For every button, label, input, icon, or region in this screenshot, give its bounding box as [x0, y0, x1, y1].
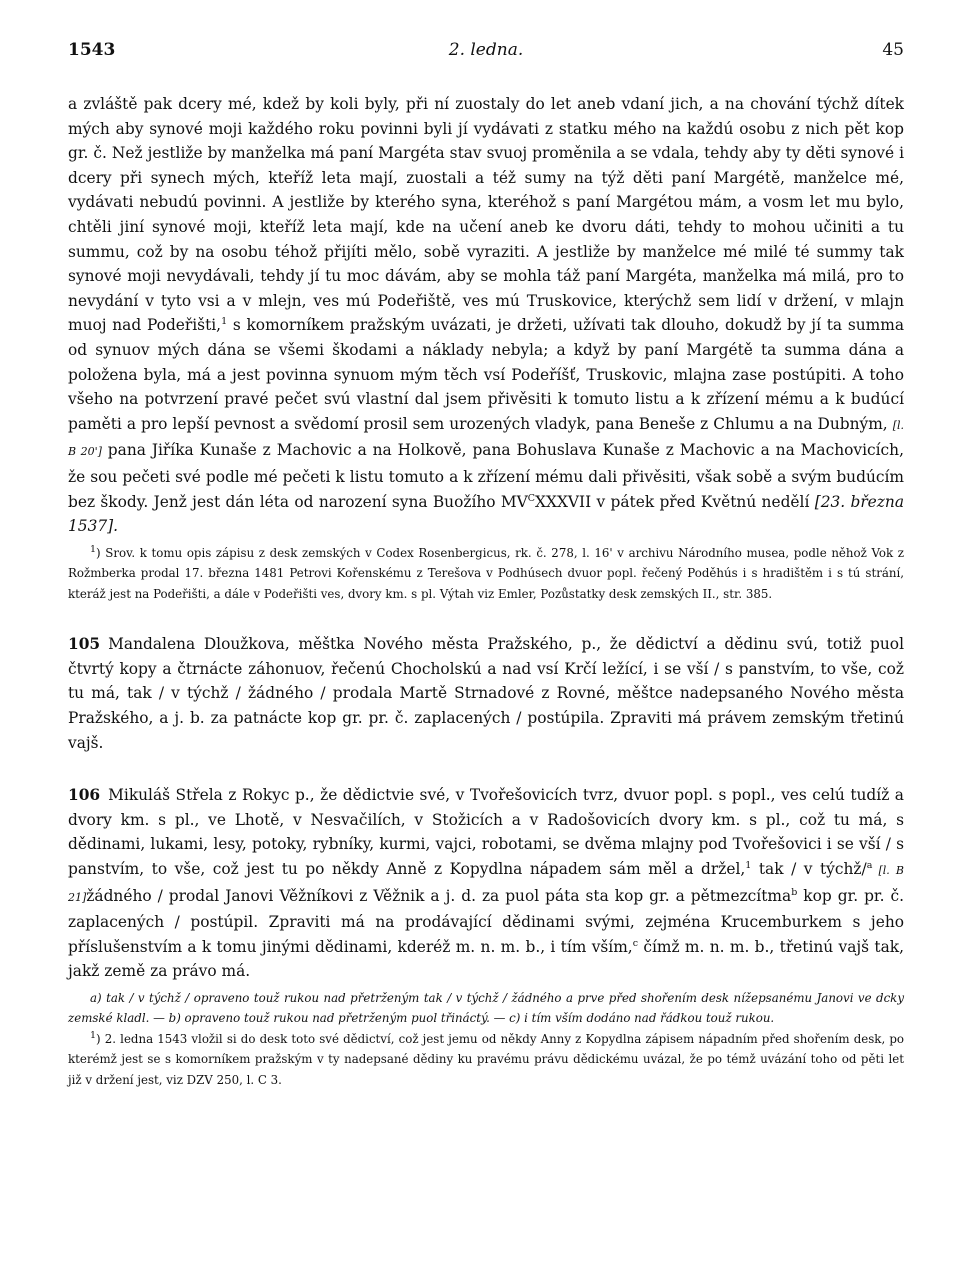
footnote-block-1	[68, 543, 904, 605]
main-text-part2: s komorníkem pražským uvázati, je držeti, užívati tak dlouho, dokudž by jí ta summa od synuov mých dána se všemi škodami a náklady nebyla; a když by paní Margétě ta summa dána a položena byla, má a jest povinna synuom mým těch vsí Podeříšť, Truskovic, mlajna zase postúpiti. A toho všeho na potvrzení pravé pečet svú vlastní dal jsem přivěsiti k tomuto listu a k zřízení mému a k budúcí paměti a pro lepší pevnost a svědomí prosil sem urozených vladyk, pana Beneše z Chlumu a na Dubným,	[68, 316, 904, 433]
footnote-mark: 1	[221, 316, 228, 328]
folio-reference: [l. B 20']	[68, 418, 904, 459]
footnote-block-2	[68, 988, 904, 1091]
main-text-part3: pana Jiříka Kunaše z Machovic a na Holkově, pana Bohuslava Kunaše z Machovic a na Machovicích, že sou pečeti své podle mé pečeti k listu tomuto a k zřízení mému dali přivěsiti, však sobě a svým budúcím bez škody. Jenž jest dán léta od narození syna Buožího MV	[68, 441, 904, 511]
footnote-number: 1	[90, 1029, 97, 1041]
page-number: 45	[882, 40, 904, 60]
footnote-text: ) 2. ledna 1543 vložil si do desk toto své dědictví, což jest jemu od někdy Anny z Kopydlna zápisem nápadním před shořením desk, po kterémž jest se s komorníkem pražským v ty nadepsané dědiny ku pravému právu dědickému uvázal, že po témž uvázání toho od pěti let již v držení jest, viz DZV 250, l. C 3.	[68, 1031, 904, 1087]
main-text-part4: XXXVII v pátek před Květnú nedělí	[535, 492, 815, 511]
folio-reference: [l. B 21]	[68, 863, 904, 904]
footnote-number: 1	[90, 543, 97, 555]
entry-text-part1: Mikuláš Střela z Rokyc p., že dědictvie své, v Tvořešovicích tvrz, dvuor popl. s popl., ves celú tudíž a dvory km. s pl., ve Lhotě, v Nesvačilích, v Stožicích a v Radošovicích dvory km. s pl., což tu má, s dědinami, lukami, lesy, potoky, rybníky, kurmi, vajci, robotami, se dvěma mlajny pod Tvořešovici i se vší / s panstvím, to vše, což jest tu po někdy Anně z Kopydlna nápadem sám měl a držel,	[68, 786, 904, 878]
textual-notes: a) tak / v týchž / opraveno touž rukou nad přetrženým tak / v týchž / žádného a prve před shořením desk nížepsanému Janovi ve dcky zemské kladl. — b) opraveno touž rukou nad přetrženým puol třináctý. — c) i tím vším dodáno nad řádkou touž rukou.	[68, 990, 904, 1026]
entry-text-part3: žádného / prodal Janovi Věžníkovi z Věžnik a j. d. za puol páta sta kop gr. a pětmezcítma	[86, 886, 792, 905]
date-annotation: [23. března 1537].	[68, 492, 904, 536]
footnote	[68, 543, 904, 605]
note-mark-c: c	[632, 937, 639, 949]
main-text-part1: a zvláště pak dcery mé, kdež by koli byly, při ní zuostaly do let aneb vdaní jich, a na chování týchž dítek mých aby synové moji každého roku povinni byli jí vydávati z statku mého na každú osobu z nich pět kop gr. č. Než jestliže by manželka má paní Margéta stav svuoj proměnila a se vdala, tehdy aby ty děti synové i dcery při synech mých, kteříž leta mají, zuostali a též sumy na týž děti paní Margétě, manželce mé, vydávati nebudú povinni. A jestliže by kterého syna, kteréhož s paní Margétou mám, a vosm let mu bylo, chtěli jiní synové moji, kteříž leta mají, kde na učení aneb ke dvoru dáti, tehdy to mohou učiniti a tu summu, což by na osobu téhož přijíti mělo, sobě vyraziti. A jestliže by manželce mé milé té summy tak synové moji nevydávali, tehdy jí tu moc dávám, aby se mohla táž paní Margéta, manželka má milá, pro to nevydání v tyto vsi a v mlejn, ves mú Podeřiště, ves mú Truskovice, kterýchž sem lidí v držení, v mlajn muoj nad Podeřišti,	[68, 95, 904, 335]
footnote	[68, 1029, 904, 1091]
note-mark-a: a	[866, 859, 873, 871]
entry-number: 105	[68, 635, 101, 654]
entry-text-part5: čímž m. n. m. b., třetinú vajš tak, jakž země za právo má.	[68, 937, 904, 981]
note-mark-b: b	[791, 886, 798, 898]
entry-106	[68, 783, 904, 984]
entry-text-part2: tak / v týchž/	[751, 859, 867, 878]
document-page	[68, 40, 904, 1090]
entry-105	[68, 632, 904, 755]
entry-number: 106	[68, 786, 101, 805]
entry-text: Mandalena Dloužkova, měštka Nového města Pražského, p., že dědictví a dědinu svú, totiž puol čtvrtý kopy a čtrnácte záhonuov, řečenú Chocholskú a nad vsí Krčí ležící, i se vší / s panstvím, to vše, což tu má, tak / v týchž / žádného / prodala Martě Strnadové z Rovné, měštce nadepsaného Nového města Pražského, a j. b. za patnácte kop gr. pr. č. zaplacených / postúpila. Zpraviti má právem zemským třetinú vajš.	[68, 635, 904, 752]
footnote-mark: 1	[745, 859, 752, 871]
main-paragraph	[68, 92, 904, 539]
header-date: 2. ledna.	[448, 40, 524, 60]
footnote-text: ) Srov. k tomu opis zápisu z desk zemských v Codex Rosenbergicus, rk. č. 278, l. 16' v archivu Národního musea, podle něhož Vok z Rožmberka prodal 17. března 1481 Petrovi Kořenskému z Terešova v Podhúsech dvuor popl. řečený Poděhús i s hradištěm i s tú strání, kteráž jest na Podeřišti, a dále v Podeřišti ves, dvory km. s pl. Výtah viz Emler, Pozůstatky desk zemských II., str. 385.	[68, 545, 904, 601]
header-year: 1543	[68, 40, 116, 60]
entry-text-part4: kop gr. pr. č. zaplacených / postúpil. Zpraviti má na prodávající dědinami svými, zejména Krucemburkem s jeho příslušenstvím a k tomu jinými dědinami, kderéž m. n. m. b., i tím vším,	[68, 886, 904, 956]
page-header	[68, 40, 904, 70]
roman-superscript: C	[527, 492, 536, 504]
main-text-block	[68, 92, 904, 539]
